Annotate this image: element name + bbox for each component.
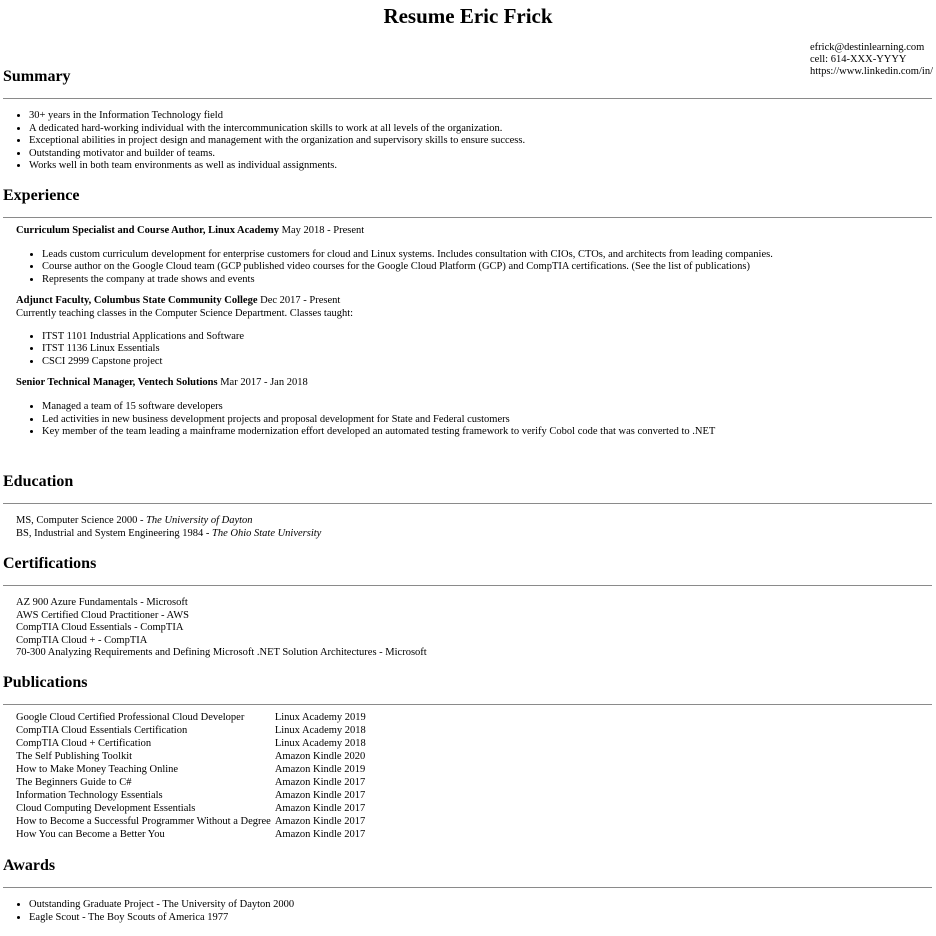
divider — [3, 585, 932, 586]
publication-name: Information Technology Essentials — [16, 790, 163, 802]
publication-publisher: Linux Academy 2018 — [274, 738, 366, 750]
certification-item: AWS Certified Cloud Practitioner - AWS — [16, 609, 189, 621]
list-item: • Led activities in new business development projects and proposal development for State and Federal customers — [42, 414, 936, 427]
list-item: • Represents the company at trade shows and events — [42, 274, 936, 287]
publication-publisher: Amazon Kindle 2020 — [274, 751, 366, 763]
list-item: • CSCI 2999 Capstone project — [42, 356, 936, 369]
divider — [3, 704, 932, 705]
contact-cell: cell: 614-XXX-YYYY — [810, 54, 907, 66]
job-duties-list — [0, 249, 936, 287]
certification-item: 70-300 Analyzing Requirements and Defining Microsoft .NET Solution Architectures - Microsoft — [16, 647, 427, 659]
education-item — [0, 515, 936, 528]
job-title: Adjunct Faculty, Columbus State Community College — [16, 295, 258, 307]
degree: MS, Computer Science 2000 - — [16, 515, 147, 526]
publication-publisher: Amazon Kindle 2017 — [274, 803, 366, 815]
publication-publisher: Linux Academy 2019 — [274, 712, 366, 724]
job-dates: Mar 2017 - Jan 2018 — [217, 377, 308, 389]
table-row — [14, 777, 368, 790]
certifications-section — [0, 555, 936, 660]
experience-heading: Experience — [3, 187, 80, 204]
job-header — [0, 225, 936, 238]
job-duties-list — [0, 401, 936, 439]
summary-list — [0, 110, 936, 173]
awards-heading: Awards — [3, 857, 56, 874]
publication-name: The Self Publishing Toolkit — [16, 751, 133, 763]
publication-publisher: Amazon Kindle 2019 — [274, 764, 366, 776]
publications-table — [14, 712, 368, 842]
education-item — [0, 528, 936, 541]
list-item: • Managed a team of 15 software developers — [42, 401, 936, 414]
contact-linkedin: https://www.linkedin.com/in/ — [810, 66, 933, 78]
publication-name: Cloud Computing Development Essentials — [16, 803, 196, 815]
job-dates: Dec 2017 - Present — [257, 295, 341, 307]
divider — [3, 98, 932, 99]
table-row — [14, 790, 368, 803]
divider — [3, 503, 932, 504]
list-item: • Outstanding Graduate Project - The University of Dayton 2000 — [29, 899, 936, 912]
publication-name: Google Cloud Certified Professional Cloud Developer — [16, 712, 245, 724]
certification-item: CompTIA Cloud Essentials - CompTIA — [16, 622, 184, 634]
school: The University of Dayton — [146, 515, 253, 526]
summary-heading: Summary — [3, 68, 71, 85]
awards-section — [0, 857, 936, 924]
table-row — [14, 712, 368, 725]
experience-section — [0, 187, 936, 439]
list-item: • Eagle Scout - The Boy Scouts of America 1977 — [29, 912, 936, 925]
list-item: • Key member of the team leading a mainframe modernization effort developed an automated testing framework to verify Cobol code that was converted to .NET — [42, 426, 936, 439]
list-item: • Course author on the Google Cloud team (GCP published video courses for the Google Cloud Platform (GCP) and CompTIA certifications. (See the list of publications) — [42, 261, 936, 274]
awards-list — [0, 899, 936, 924]
list-item: • ITST 1136 Linux Essentials — [42, 343, 936, 356]
publication-publisher: Amazon Kindle 2017 — [274, 777, 366, 789]
school: The Ohio State University — [211, 527, 322, 539]
publications-heading: Publications — [3, 674, 88, 691]
list-item: • Exceptional abilities in project design and management with the organization and supervisory skills to ensure success. — [29, 135, 936, 148]
publication-name: CompTIA Cloud Essentials Certification — [16, 725, 188, 737]
job-title: Senior Technical Manager, Ventech Solutions — [16, 377, 218, 389]
summary-section — [0, 68, 936, 173]
table-row — [14, 803, 368, 816]
table-row — [14, 751, 368, 764]
list-item: • A dedicated hard-working individual with the intercommunication skills to work at all levels of the organization. — [29, 123, 936, 136]
list-item: • 30+ years in the Information Technology field — [29, 110, 936, 123]
publication-publisher: Amazon Kindle 2017 — [274, 829, 366, 841]
table-row — [14, 764, 368, 777]
publication-publisher: Linux Academy 2018 — [274, 725, 366, 737]
classes-list — [0, 331, 936, 369]
certifications-heading: Certifications — [3, 555, 97, 572]
publication-name: How to Make Money Teaching Online — [16, 764, 179, 776]
certification-item: CompTIA Cloud + - CompTIA — [16, 634, 148, 646]
list-item: • Outstanding motivator and builder of teams. — [29, 148, 936, 161]
table-row — [14, 738, 368, 751]
publication-name: The Beginners Guide to C# — [16, 777, 132, 789]
publication-publisher: Amazon Kindle 2017 — [274, 816, 366, 828]
contact-email: efrick@destinlearning.com — [810, 42, 925, 53]
education-heading: Education — [3, 473, 74, 490]
job-description: Currently teaching classes in the Computer Science Department. Classes taught: — [16, 307, 354, 319]
publication-publisher: Amazon Kindle 2017 — [274, 790, 366, 802]
job-header — [0, 377, 936, 390]
divider — [3, 217, 932, 218]
job-dates: May 2018 - Present — [279, 225, 365, 236]
page-title: Resume Eric Frick — [383, 4, 553, 28]
list-item: • ITST 1101 Industrial Applications and Software — [42, 331, 936, 344]
publication-name: How You can Become a Better You — [16, 829, 165, 841]
degree: BS, Industrial and System Engineering 1984 - — [16, 527, 212, 539]
job-header — [0, 295, 936, 308]
list-item: • Leads custom curriculum development for enterprise customers for cloud and Linux systems. Includes consultation with CIOs, CTOs, and architects from leading companies. — [42, 249, 936, 262]
certification-item: AZ 900 Azure Fundamentals - Microsoft — [16, 597, 188, 608]
list-item: • Works well in both team environments as well as individual assignments. — [29, 160, 936, 173]
divider — [3, 887, 932, 888]
publication-name: CompTIA Cloud + Certification — [16, 738, 152, 750]
table-row — [14, 816, 368, 829]
table-row — [14, 725, 368, 738]
table-row — [14, 829, 368, 842]
job-title: Curriculum Specialist and Course Author, Linux Academy — [16, 225, 280, 236]
publication-name: How to Become a Successful Programmer Without a Degree — [16, 816, 271, 828]
education-section — [0, 473, 936, 540]
publications-section — [0, 674, 936, 842]
